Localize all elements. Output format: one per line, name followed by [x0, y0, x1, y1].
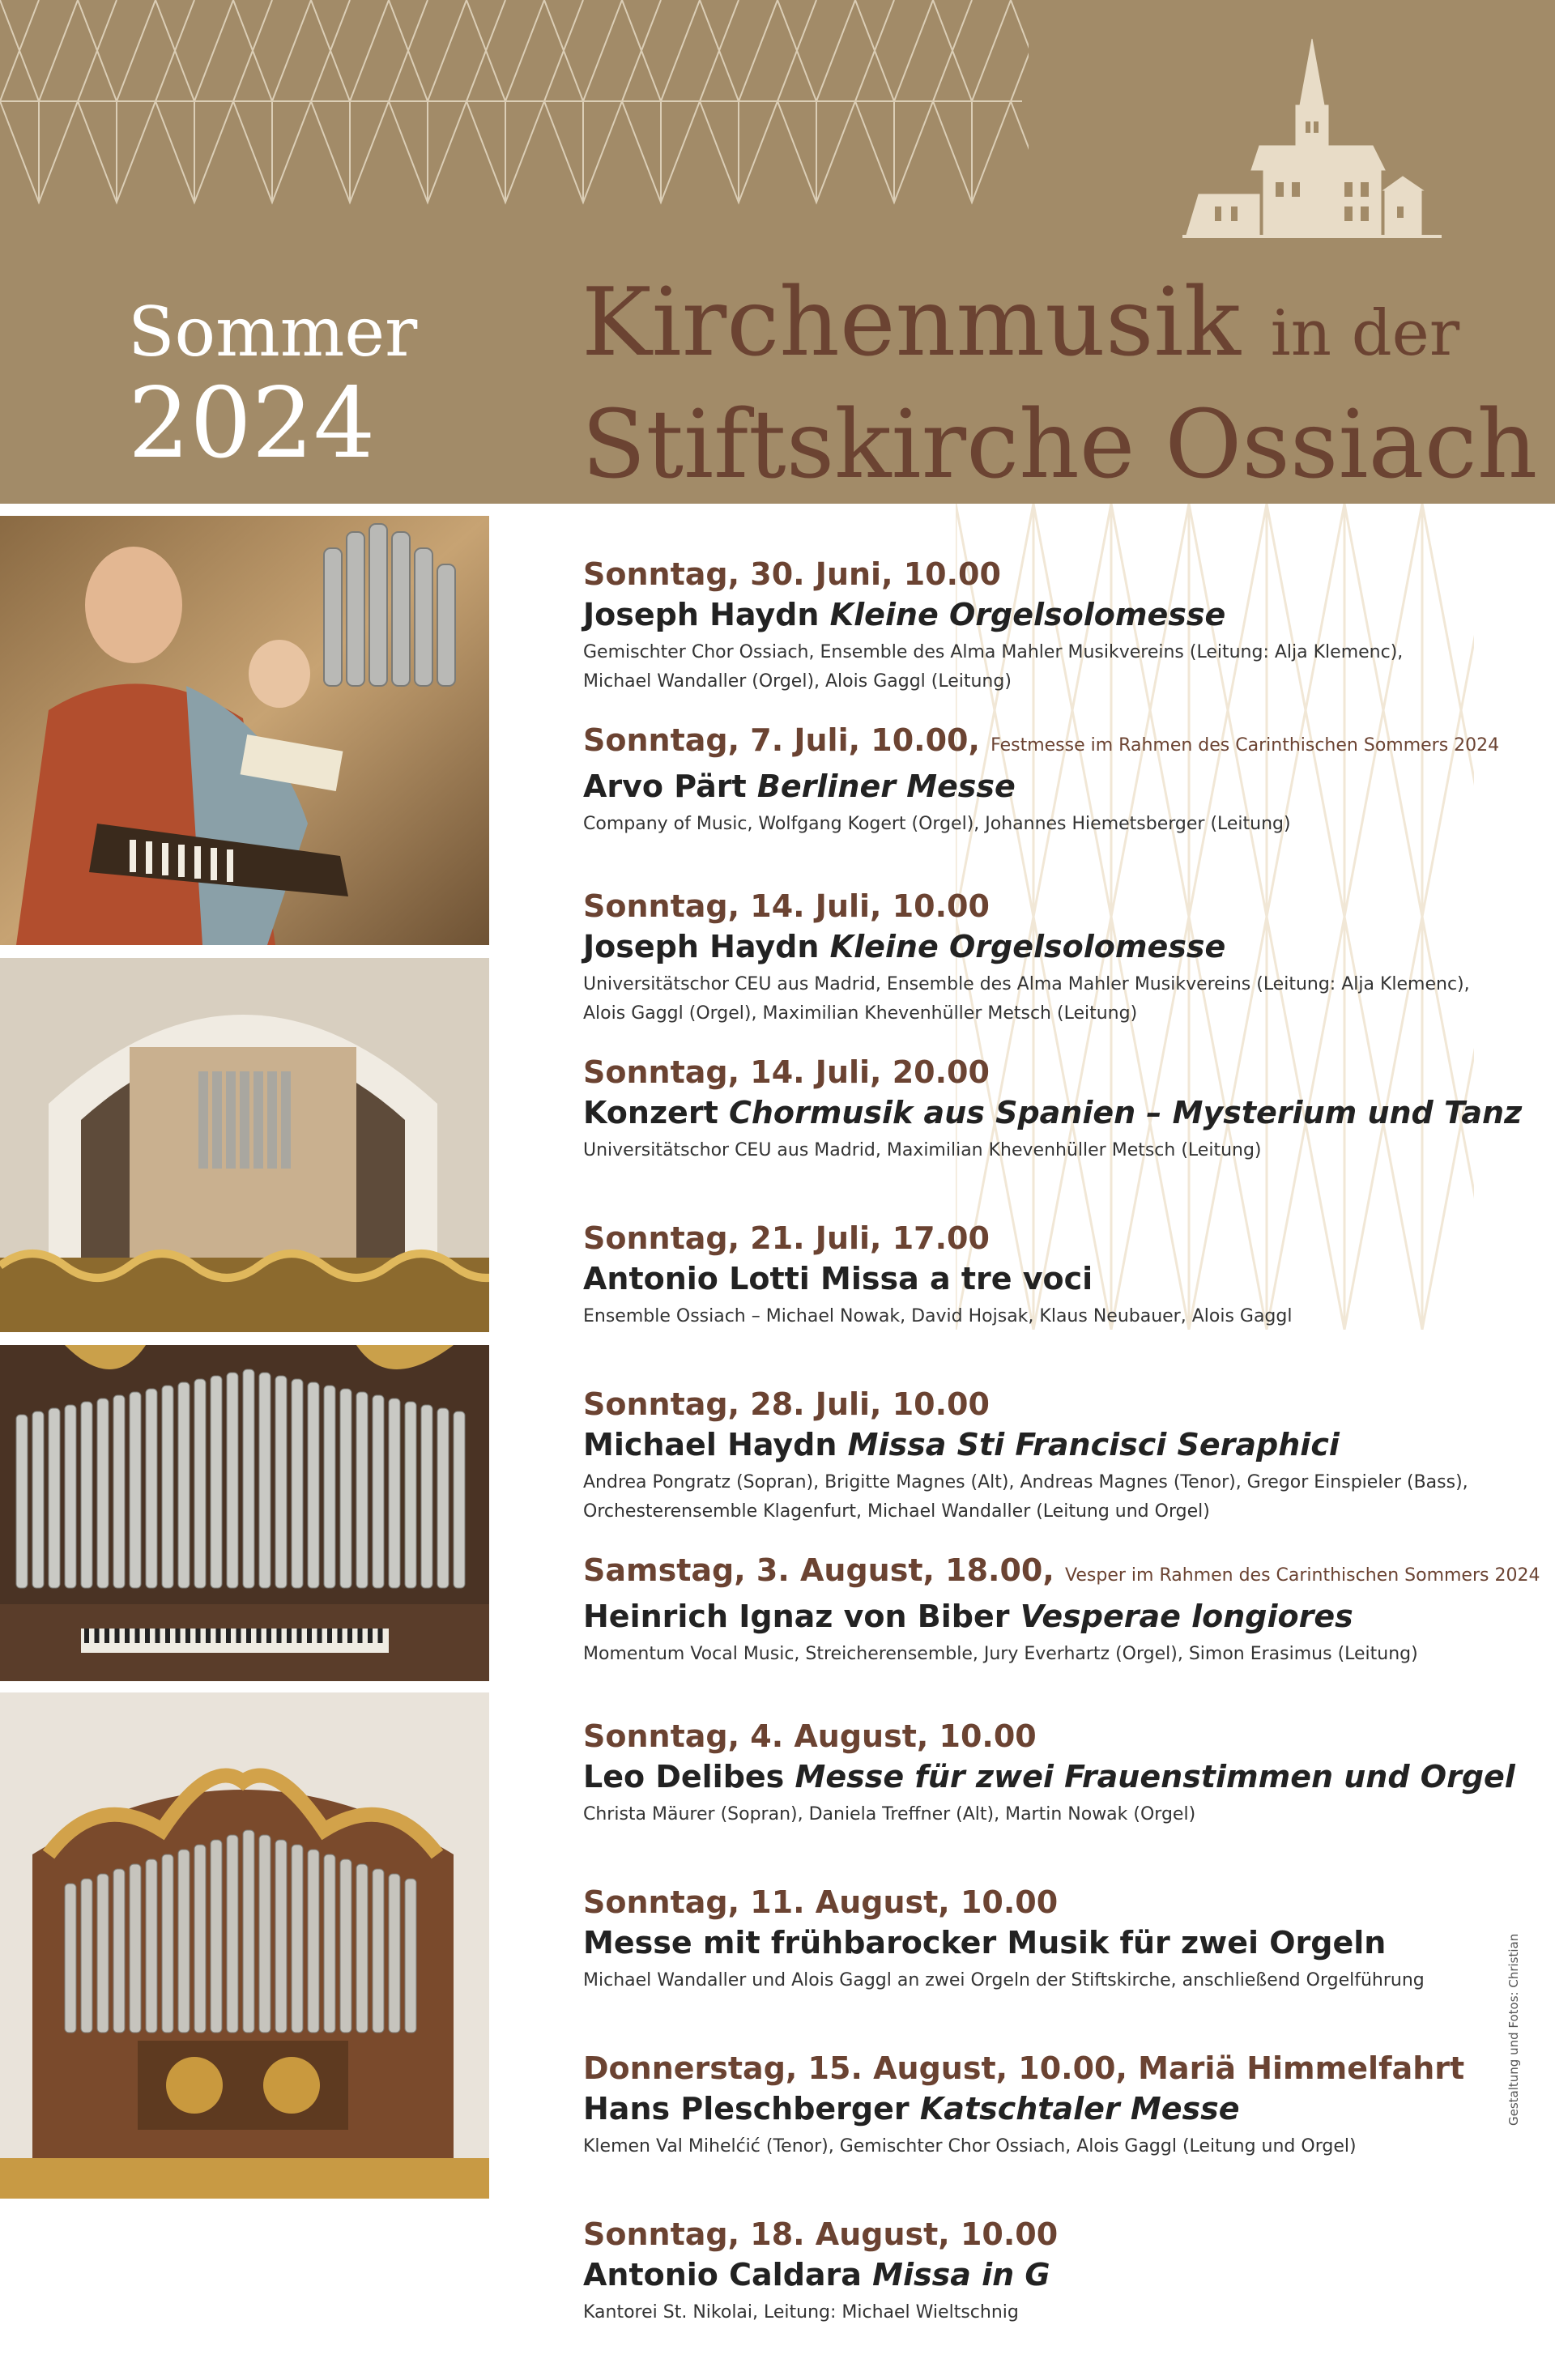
event-composer: Heinrich Ignaz von Biber [583, 1599, 1010, 1634]
event-work: Messe für zwei Frauenstimmen und Orgel [795, 1759, 1515, 1795]
event-item [583, 1716, 1515, 1882]
event-item [583, 554, 1498, 720]
event-performers [583, 1136, 1498, 1165]
event-work: Chormusik aus Spanien – Mysterium und Tanz [728, 1095, 1523, 1130]
event-performers [583, 2132, 1498, 2161]
event-performers [583, 970, 1498, 1028]
event-date [583, 1052, 1498, 1092]
event-date [583, 1218, 1498, 1258]
performer-line: Kantorei St. Nikolai, Leitung: Michael Wieltschnig [583, 2302, 1019, 2323]
season-year: 2024 [128, 368, 376, 480]
performer-line: Universitätschor CEU aus Madrid, Ensemble des Alma Mahler Musikvereins (Leitung: Alja Klemenc), [583, 974, 1470, 994]
event-work: Kleine Orgelsolomesse [829, 597, 1226, 632]
event-composer: Joseph Haydn [583, 929, 820, 964]
event-date [583, 2048, 1498, 2088]
event-composer: Antonio Caldara [583, 2257, 862, 2293]
season-label [128, 292, 418, 480]
event-title [583, 1922, 1498, 1963]
event-date-text: Sonntag, 18. August, 10.00 [583, 2216, 1059, 2252]
event-performers [583, 810, 1498, 839]
event-composer: Antonio Lotti Missa a tre voci [583, 1261, 1093, 1296]
event-date-text: Sonntag, 28. Juli, 10.00 [583, 1386, 990, 1422]
performer-line: Michael Wandaller (Orgel), Alois Gaggl (Leitung) [583, 671, 1012, 692]
page-title [582, 267, 1537, 501]
season-word: Sommer [128, 292, 418, 372]
event-item [583, 1052, 1523, 1218]
performer-line: Michael Wandaller und Alois Gaggl an zwei Orgeln der Stiftskirche, anschließend Orgelführung [583, 1970, 1425, 1990]
event-title [583, 1258, 1498, 1299]
event-composer: Konzert [583, 1095, 718, 1130]
event-date-text: Sonntag, 30. Juni, 10.00 [583, 556, 1001, 592]
event-performers [583, 1640, 1498, 1669]
title-main: Kirchenmusik [582, 268, 1241, 377]
event-composer: Leo Delibes [583, 1759, 785, 1795]
performer-line: Christa Mäurer (Sopran), Daniela Treffner (Alt), Martin Nowak (Orgel) [583, 1804, 1196, 1824]
event-date-text: Donnerstag, 15. August, 10.00, Mariä Himmelfahrt [583, 2050, 1465, 2086]
event-title [583, 766, 1498, 807]
event-date [583, 1716, 1498, 1756]
title-connector: in der [1270, 297, 1460, 370]
performer-line: Universitätschor CEU aus Madrid, Maximilian Khevenhüller Metsch (Leitung) [583, 1140, 1262, 1160]
photo-baroque-organ-case [0, 1692, 489, 2199]
event-work: Missa in G [872, 2257, 1050, 2293]
photo-organ-pipes-keyboard [0, 1345, 489, 1681]
event-date-text: Sonntag, 21. Juli, 17.00 [583, 1220, 990, 1256]
performer-line: Andrea Pongratz (Sopran), Brigitte Magnes (Alt), Andreas Magnes (Tenor), Gregor Einspieler (Bass), [583, 1472, 1468, 1492]
event-date-text: Sonntag, 11. August, 10.00 [583, 1884, 1059, 1920]
event-date-text: Sonntag, 7. Juli, 10.00, [583, 722, 980, 758]
event-work: Kleine Orgelsolomesse [829, 929, 1226, 964]
event-date-text: Samstag, 3. August, 18.00, [583, 1552, 1054, 1588]
event-title [583, 2088, 1498, 2129]
performer-line: Gemischter Chor Ossiach, Ensemble des Alma Mahler Musikvereins (Leitung: Alja Klemenc), [583, 642, 1404, 662]
event-performers [583, 2298, 1498, 2327]
event-composer: Michael Haydn [583, 1427, 837, 1462]
event-date [583, 1882, 1498, 1922]
event-composer: Messe mit frühbarocker Musik für zwei Orgeln [583, 1925, 1387, 1961]
event-performers [583, 1966, 1498, 1995]
event-item [583, 1384, 1498, 1550]
performer-line: Orchesterensemble Klagenfurt, Michael Wandaller (Leitung und Orgel) [583, 1501, 1210, 1522]
event-work: Missa Sti Francisci Seraphici [847, 1427, 1340, 1462]
event-performers [583, 1302, 1498, 1331]
event-title [583, 926, 1498, 967]
photo-organ-gallery-arch [0, 958, 489, 1332]
performer-line: Klemen Val Mihelćić (Tenor), Gemischter Chor Ossiach, Alois Gaggl (Leitung und Orgel) [583, 2136, 1357, 2156]
event-title [583, 1092, 1523, 1133]
event-performers [583, 1800, 1498, 1829]
event-date [583, 1384, 1498, 1424]
performer-line: Alois Gaggl (Orgel), Maximilian Khevenhüller Metsch (Leitung) [583, 1003, 1138, 1024]
event-item [583, 720, 1498, 886]
event-date [583, 554, 1498, 594]
event-work: Katschtaler Messe [919, 2091, 1240, 2127]
event-title [583, 1424, 1498, 1465]
performer-line: Momentum Vocal Music, Streicherensemble, Jury Everhartz (Orgel), Simon Erasimus (Leitung) [583, 1644, 1418, 1664]
title-line2: Stiftskirche Ossiach [582, 390, 1538, 500]
event-composer: Arvo Pärt [583, 768, 747, 804]
event-work: Vesperae longiores [1020, 1599, 1353, 1634]
header-band [0, 0, 1555, 504]
event-composer: Hans Pleschberger [583, 2091, 910, 2127]
event-composer: Joseph Haydn [583, 597, 820, 632]
event-item [583, 2214, 1498, 2380]
event-date-text: Sonntag, 4. August, 10.00 [583, 1718, 1037, 1754]
photo-painting-saint-cecilia [0, 516, 489, 945]
event-date [583, 1550, 1540, 1596]
event-date [583, 720, 1498, 766]
performer-line: Ensemble Ossiach – Michael Nowak, David Hojsak, Klaus Neubauer, Alois Gaggl [583, 1306, 1293, 1326]
event-date [583, 886, 1498, 926]
performer-line: Company of Music, Wolfgang Kogert (Orgel), Johannes Hiemetsberger (Leitung) [583, 814, 1291, 834]
event-title [583, 594, 1498, 635]
photo-credit: Gestaltung und Fotos: Christian [1506, 1933, 1521, 2126]
event-title [583, 1596, 1498, 1637]
event-performers [583, 638, 1498, 696]
event-item [583, 1550, 1540, 1716]
event-date [583, 2214, 1498, 2254]
event-work: Berliner Messe [756, 768, 1016, 804]
church-icon [1182, 32, 1442, 251]
diamond-pattern [0, 0, 1029, 235]
event-item [583, 1882, 1498, 2048]
event-note: Festmesse im Rahmen des Carinthischen Sommers 2024 [991, 735, 1500, 756]
event-date-text: Sonntag, 14. Juli, 10.00 [583, 888, 990, 924]
event-note: Vesper im Rahmen des Carinthischen Sommers 2024 [1065, 1565, 1540, 1586]
event-item [583, 2048, 1498, 2214]
event-title [583, 1756, 1515, 1797]
event-date-text: Sonntag, 14. Juli, 20.00 [583, 1054, 990, 1090]
event-item [583, 1218, 1498, 1384]
event-title [583, 2254, 1498, 2295]
event-performers [583, 1468, 1498, 1526]
event-item [583, 886, 1498, 1052]
